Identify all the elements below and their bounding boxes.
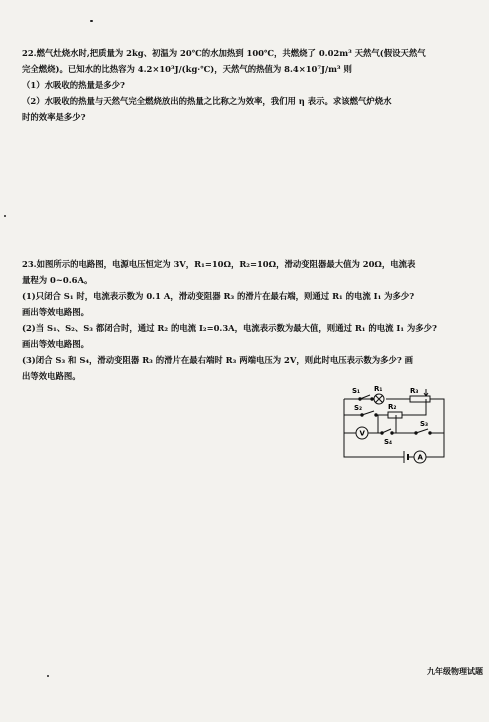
q23-line: (3)闭合 S₃ 和 S₄，滑动变阻器 R₃ 的滑片在最右端时 R₃ 两端电压为 2V，则此时电压表示数为多少? 画 (22, 355, 414, 365)
r1-label: R₁ (374, 385, 383, 393)
r3-label: R₃ (410, 387, 419, 395)
voltmeter-label: V (359, 429, 365, 438)
q23-line: 出等效电路图。 (22, 371, 81, 381)
q22-line: 时的效率是多少? (22, 112, 86, 122)
s2-label: S₂ (354, 404, 363, 412)
circuit-diagram (330, 385, 448, 469)
q23-line: (1)只闭合 S₁ 时，电流表示数为 0.1 A，滑动变阻器 R₃ 的滑片在最右端，则通过 R₁ 的电流 I₁ 为多少? (22, 291, 415, 301)
q22-line: 完全燃烧)。已知水的比热容为 4.2×10³J/(kg·℃)，天然气的热值为 8.4×10⁷J/m³ 则 (22, 64, 352, 74)
page-footer: 九年级物理试题 (427, 667, 483, 676)
q22-line: （2）水吸收的热量与天然气完全燃烧放出的热量之比称之为效率，我们用 η 表示。求该燃气炉烧水 (22, 96, 392, 106)
speck-mark (90, 20, 93, 22)
wire (426, 399, 444, 457)
q22-line: （1）水吸收的热量是多少? (22, 80, 125, 90)
question-22 (22, 45, 478, 125)
s3-switch (415, 429, 431, 434)
q23-line: 画出等效电路图。 (22, 307, 89, 317)
battery-icon (404, 451, 414, 463)
speck-mark (4, 215, 6, 217)
question-23 (22, 256, 478, 384)
s2-switch (361, 411, 377, 416)
q23-line: 画出等效电路图。 (22, 339, 89, 349)
r2-resistor-icon (388, 412, 402, 418)
speck-mark (47, 675, 49, 677)
q23-line: 量程为 0~0.6A。 (22, 275, 93, 285)
q23-line: 23.如图所示的电路图，电源电压恒定为 3V，R₁=10Ω，R₂=10Ω，滑动变阻器最大值为 20Ω，电流表 (22, 259, 416, 269)
q23-line: (2)当 S₁、S₂、S₃ 都闭合时，通过 R₂ 的电流 I₂=0.3A，电流表示数为最大值，则通过 R₁ 的电流 I₁ 为多少? (22, 323, 437, 333)
s3-label: S₃ (420, 420, 429, 428)
s4-switch (381, 429, 393, 434)
r2-label: R₂ (388, 403, 397, 411)
s1-label: S₁ (352, 387, 361, 395)
ammeter-label: A (417, 453, 423, 462)
s4-label: S₄ (384, 438, 393, 446)
r1-lamp-icon (374, 394, 384, 404)
q22-line: 22.燃气灶烧水时,把质量为 2kg、初温为 20℃的水加热到 100℃，共燃烧了 0.02m³ 天然气(假设天然气 (22, 48, 426, 58)
